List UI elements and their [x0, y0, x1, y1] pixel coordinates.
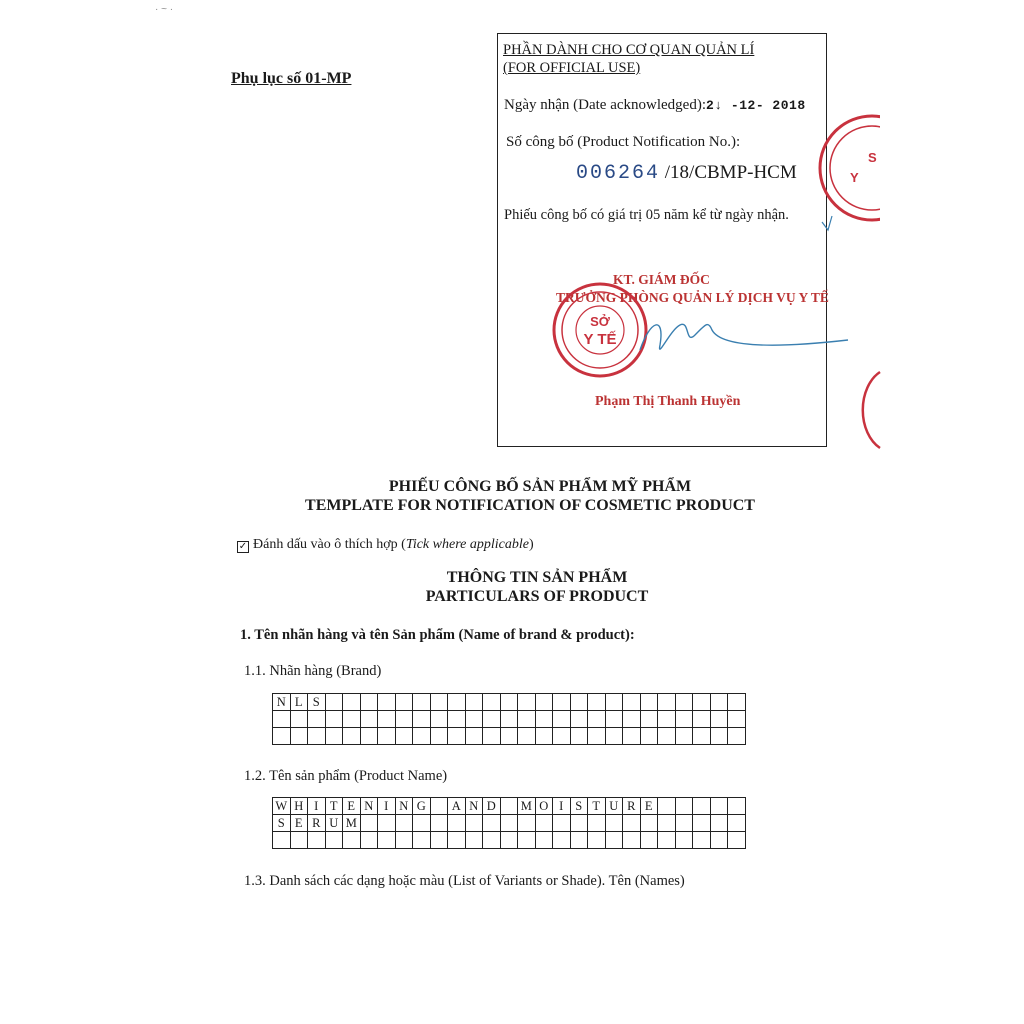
- grid-cell[interactable]: [693, 832, 711, 849]
- grid-cell[interactable]: [588, 815, 606, 832]
- grid-cell[interactable]: N: [465, 798, 483, 815]
- grid-cell[interactable]: [518, 815, 536, 832]
- validity-note: Phiếu công bố có giá trị 05 năm kể từ ngày nhận.: [504, 207, 789, 223]
- grid-cell[interactable]: [623, 711, 641, 728]
- grid-cell[interactable]: [693, 728, 711, 745]
- grid-cell[interactable]: [588, 694, 606, 711]
- grid-cell[interactable]: [448, 728, 466, 745]
- grid-cell[interactable]: [640, 711, 658, 728]
- grid-cell[interactable]: [413, 728, 431, 745]
- grid-cell[interactable]: S: [570, 798, 588, 815]
- particulars-title-en: PARTICULARS OF PRODUCT: [425, 588, 649, 605]
- signer-title-1: KT. GIÁM ĐỐC: [613, 272, 710, 287]
- grid-cell[interactable]: [535, 832, 553, 849]
- grid-cell[interactable]: [430, 798, 448, 815]
- grid-cell[interactable]: [623, 694, 641, 711]
- grid-cell[interactable]: [675, 832, 693, 849]
- grid-cell[interactable]: T: [588, 798, 606, 815]
- grid-cell[interactable]: [500, 694, 518, 711]
- grid-cell[interactable]: [728, 728, 746, 745]
- date-label: Ngày nhận (Date acknowledged):: [504, 97, 707, 113]
- grid-cell[interactable]: [378, 728, 396, 745]
- grid-cell[interactable]: [623, 832, 641, 849]
- grid-cell[interactable]: [395, 832, 413, 849]
- grid-cell[interactable]: [325, 728, 343, 745]
- grid-cell[interactable]: [710, 711, 728, 728]
- notification-label: Số công bố (Product Notification No.):: [506, 134, 741, 150]
- grid-cell[interactable]: [325, 694, 343, 711]
- date-acknowledged: [504, 97, 806, 114]
- grid-cell[interactable]: [518, 694, 536, 711]
- grid-cell[interactable]: [693, 798, 711, 815]
- grid-cell[interactable]: [483, 711, 501, 728]
- grid-cell[interactable]: R: [623, 798, 641, 815]
- grid-cell[interactable]: [378, 694, 396, 711]
- grid-cell[interactable]: [395, 728, 413, 745]
- grid-cell[interactable]: [483, 815, 501, 832]
- svg-text:Y TẾ: Y TẾ: [583, 331, 617, 348]
- grid-cell[interactable]: [465, 728, 483, 745]
- grid-cell[interactable]: [553, 832, 571, 849]
- grid-cell[interactable]: [325, 711, 343, 728]
- official-box-heading: PHẦN DÀNH CHO CƠ QUAN QUẢN LÍ: [503, 42, 755, 58]
- grid-cell[interactable]: [658, 728, 676, 745]
- grid-cell[interactable]: U: [605, 798, 623, 815]
- grid-cell[interactable]: [465, 694, 483, 711]
- grid-cell[interactable]: [290, 832, 308, 849]
- grid-cell[interactable]: T: [325, 798, 343, 815]
- grid-cell[interactable]: [728, 711, 746, 728]
- grid-cell[interactable]: [710, 815, 728, 832]
- grid-cell[interactable]: [343, 711, 361, 728]
- grid-cell[interactable]: [273, 832, 291, 849]
- grid-cell[interactable]: [710, 832, 728, 849]
- grid-cell[interactable]: E: [343, 798, 361, 815]
- grid-cell[interactable]: [465, 832, 483, 849]
- grid-cell[interactable]: [623, 728, 641, 745]
- grid-cell[interactable]: [378, 832, 396, 849]
- grid-cell[interactable]: O: [535, 798, 553, 815]
- brand-grid[interactable]: [272, 693, 746, 745]
- grid-cell[interactable]: [588, 711, 606, 728]
- grid-cell[interactable]: [448, 694, 466, 711]
- grid-cell[interactable]: [360, 815, 378, 832]
- grid-cell[interactable]: [605, 711, 623, 728]
- edge-stamp-top: [820, 116, 924, 220]
- grid-cell[interactable]: [395, 815, 413, 832]
- scan-marks: · ~ ·: [155, 4, 174, 15]
- tick-instruction: ✓ Đánh dấu vào ô thích hợp (Tick where applicable): [238, 537, 534, 552]
- grid-cell[interactable]: D: [483, 798, 501, 815]
- grid-cell[interactable]: [535, 694, 553, 711]
- grid-cell[interactable]: N: [360, 798, 378, 815]
- grid-cell[interactable]: S: [273, 815, 291, 832]
- grid-cell[interactable]: U: [325, 815, 343, 832]
- grid-cell[interactable]: [500, 728, 518, 745]
- grid-cell[interactable]: [483, 694, 501, 711]
- brand-label: 1.1. Nhãn hàng (Brand): [244, 663, 382, 679]
- grid-cell[interactable]: [448, 711, 466, 728]
- grid-cell[interactable]: [343, 694, 361, 711]
- grid-cell[interactable]: [430, 694, 448, 711]
- grid-cell[interactable]: L: [290, 694, 308, 711]
- grid-cell[interactable]: E: [640, 798, 658, 815]
- grid-cell[interactable]: [570, 694, 588, 711]
- grid-cell[interactable]: [675, 728, 693, 745]
- grid-cell[interactable]: [308, 832, 326, 849]
- grid-cell[interactable]: [360, 694, 378, 711]
- grid-cell[interactable]: [518, 728, 536, 745]
- grid-cell[interactable]: [605, 832, 623, 849]
- grid-cell[interactable]: I: [378, 798, 396, 815]
- official-box-subheading: (FOR OFFICIAL USE): [503, 60, 641, 76]
- grid-cell[interactable]: [535, 711, 553, 728]
- grid-cell[interactable]: [273, 728, 291, 745]
- grid-cell[interactable]: M: [518, 798, 536, 815]
- grid-cell[interactable]: N: [273, 694, 291, 711]
- grid-cell[interactable]: [535, 728, 553, 745]
- grid-cell[interactable]: [500, 711, 518, 728]
- grid-cell[interactable]: [658, 832, 676, 849]
- grid-cell[interactable]: [675, 815, 693, 832]
- grid-cell[interactable]: [605, 815, 623, 832]
- variants-label: 1.3. Danh sách các dạng hoặc màu (List of Variants or Shade). Tên (Names): [244, 873, 685, 889]
- product-name-label: 1.2. Tên sản phẩm (Product Name): [244, 768, 448, 784]
- grid-cell[interactable]: [640, 728, 658, 745]
- grid-cell[interactable]: [658, 711, 676, 728]
- grid-cell[interactable]: [430, 728, 448, 745]
- grid-cell[interactable]: R: [308, 815, 326, 832]
- edge-stamp-bottom: [863, 372, 880, 448]
- grid-cell[interactable]: I: [308, 798, 326, 815]
- grid-row: [273, 815, 746, 832]
- grid-cell[interactable]: [570, 815, 588, 832]
- grid-cell[interactable]: [675, 711, 693, 728]
- grid-cell[interactable]: [395, 711, 413, 728]
- grid-cell[interactable]: [325, 832, 343, 849]
- grid-cell[interactable]: [308, 728, 326, 745]
- particulars-title-vn: THÔNG TIN SẢN PHẨM: [446, 569, 628, 586]
- tick-italic: Tick where applicable: [405, 537, 529, 552]
- grid-cell[interactable]: [605, 694, 623, 711]
- grid-cell[interactable]: [273, 711, 291, 728]
- grid-cell[interactable]: [588, 728, 606, 745]
- grid-cell[interactable]: [395, 694, 413, 711]
- grid-cell[interactable]: N: [395, 798, 413, 815]
- stamp-text: SỞ: [590, 314, 610, 329]
- grid-cell[interactable]: [588, 832, 606, 849]
- grid-cell[interactable]: H: [290, 798, 308, 815]
- grid-cell[interactable]: [658, 815, 676, 832]
- grid-row: [273, 694, 746, 711]
- grid-cell[interactable]: [308, 711, 326, 728]
- grid-cell[interactable]: [553, 694, 571, 711]
- grid-cell[interactable]: [518, 711, 536, 728]
- grid-cell[interactable]: [413, 711, 431, 728]
- grid-cell[interactable]: W: [273, 798, 291, 815]
- grid-cell[interactable]: [728, 815, 746, 832]
- grid-cell[interactable]: [290, 711, 308, 728]
- grid-row: [273, 728, 746, 745]
- grid-cell[interactable]: A: [448, 798, 466, 815]
- grid-cell[interactable]: [343, 728, 361, 745]
- grid-cell[interactable]: [623, 815, 641, 832]
- grid-cell[interactable]: [605, 728, 623, 745]
- grid-cell[interactable]: [343, 832, 361, 849]
- grid-cell[interactable]: [553, 711, 571, 728]
- grid-cell[interactable]: E: [290, 815, 308, 832]
- grid-cell[interactable]: [640, 694, 658, 711]
- grid-cell[interactable]: [570, 832, 588, 849]
- grid-row: [273, 832, 746, 849]
- grid-cell[interactable]: [500, 798, 518, 815]
- grid-row: [273, 711, 746, 728]
- grid-cell[interactable]: [570, 711, 588, 728]
- grid-cell[interactable]: [535, 815, 553, 832]
- grid-cell[interactable]: [430, 815, 448, 832]
- form-title-vn: PHIẾU CÔNG BỐ SẢN PHẨM MỸ PHẨM: [388, 478, 692, 495]
- grid-cell[interactable]: [710, 694, 728, 711]
- grid-cell[interactable]: [728, 694, 746, 711]
- grid-cell[interactable]: [710, 798, 728, 815]
- grid-cell[interactable]: [658, 694, 676, 711]
- grid-cell[interactable]: [360, 832, 378, 849]
- grid-cell[interactable]: [728, 798, 746, 815]
- grid-cell[interactable]: [483, 832, 501, 849]
- grid-cell[interactable]: [553, 815, 571, 832]
- grid-cell[interactable]: [640, 815, 658, 832]
- grid-cell[interactable]: [500, 815, 518, 832]
- grid-row: [273, 798, 746, 815]
- grid-cell[interactable]: [640, 832, 658, 849]
- grid-cell[interactable]: [728, 832, 746, 849]
- grid-cell[interactable]: [360, 711, 378, 728]
- grid-cell[interactable]: [693, 711, 711, 728]
- notification-number-line: [576, 162, 797, 185]
- grid-cell[interactable]: [413, 815, 431, 832]
- grid-cell[interactable]: [448, 815, 466, 832]
- grid-cell[interactable]: I: [553, 798, 571, 815]
- grid-cell[interactable]: [430, 711, 448, 728]
- grid-cell[interactable]: [570, 728, 588, 745]
- appendix-label: Phụ lục số 01-MP: [231, 70, 352, 87]
- grid-cell[interactable]: [378, 711, 396, 728]
- grid-cell[interactable]: [360, 728, 378, 745]
- notification-number: 006264: [576, 162, 661, 185]
- signer-name: Phạm Thị Thanh Huyền: [595, 394, 741, 409]
- form-title-en: TEMPLATE FOR NOTIFICATION OF COSMETIC PRODUCT: [305, 497, 755, 514]
- official-use-box: [497, 33, 827, 447]
- grid-cell[interactable]: [693, 815, 711, 832]
- grid-cell[interactable]: [500, 832, 518, 849]
- grid-cell[interactable]: [675, 798, 693, 815]
- signer-title-2: TRƯỞNG PHÒNG QUẢN LÝ DỊCH VỤ Y TẾ: [556, 290, 829, 305]
- grid-cell[interactable]: [413, 694, 431, 711]
- grid-cell[interactable]: [675, 694, 693, 711]
- grid-cell[interactable]: [378, 815, 396, 832]
- grid-cell[interactable]: [693, 694, 711, 711]
- grid-cell[interactable]: [518, 832, 536, 849]
- grid-cell[interactable]: [448, 832, 466, 849]
- notification-suffix: /18/CBMP-HCM: [664, 162, 797, 183]
- svg-text:S: S: [868, 150, 877, 165]
- grid-cell[interactable]: [413, 832, 431, 849]
- grid-cell[interactable]: M: [343, 815, 361, 832]
- grid-cell[interactable]: [483, 728, 501, 745]
- date-value: 2↓ -12- 2018: [706, 98, 806, 113]
- grid-cell[interactable]: [658, 798, 676, 815]
- grid-cell[interactable]: G: [413, 798, 431, 815]
- grid-cell[interactable]: [290, 728, 308, 745]
- grid-cell[interactable]: [465, 815, 483, 832]
- grid-cell[interactable]: [465, 711, 483, 728]
- grid-cell[interactable]: S: [308, 694, 326, 711]
- svg-text:Y: Y: [850, 170, 859, 185]
- grid-cell[interactable]: [710, 728, 728, 745]
- product-name-grid[interactable]: [272, 797, 746, 849]
- checkbox-icon[interactable]: ✓: [238, 541, 248, 552]
- section-1-heading: 1. Tên nhãn hàng và tên Sản phẩm (Name of brand & product):: [240, 627, 635, 643]
- grid-cell[interactable]: [553, 728, 571, 745]
- grid-cell[interactable]: [430, 832, 448, 849]
